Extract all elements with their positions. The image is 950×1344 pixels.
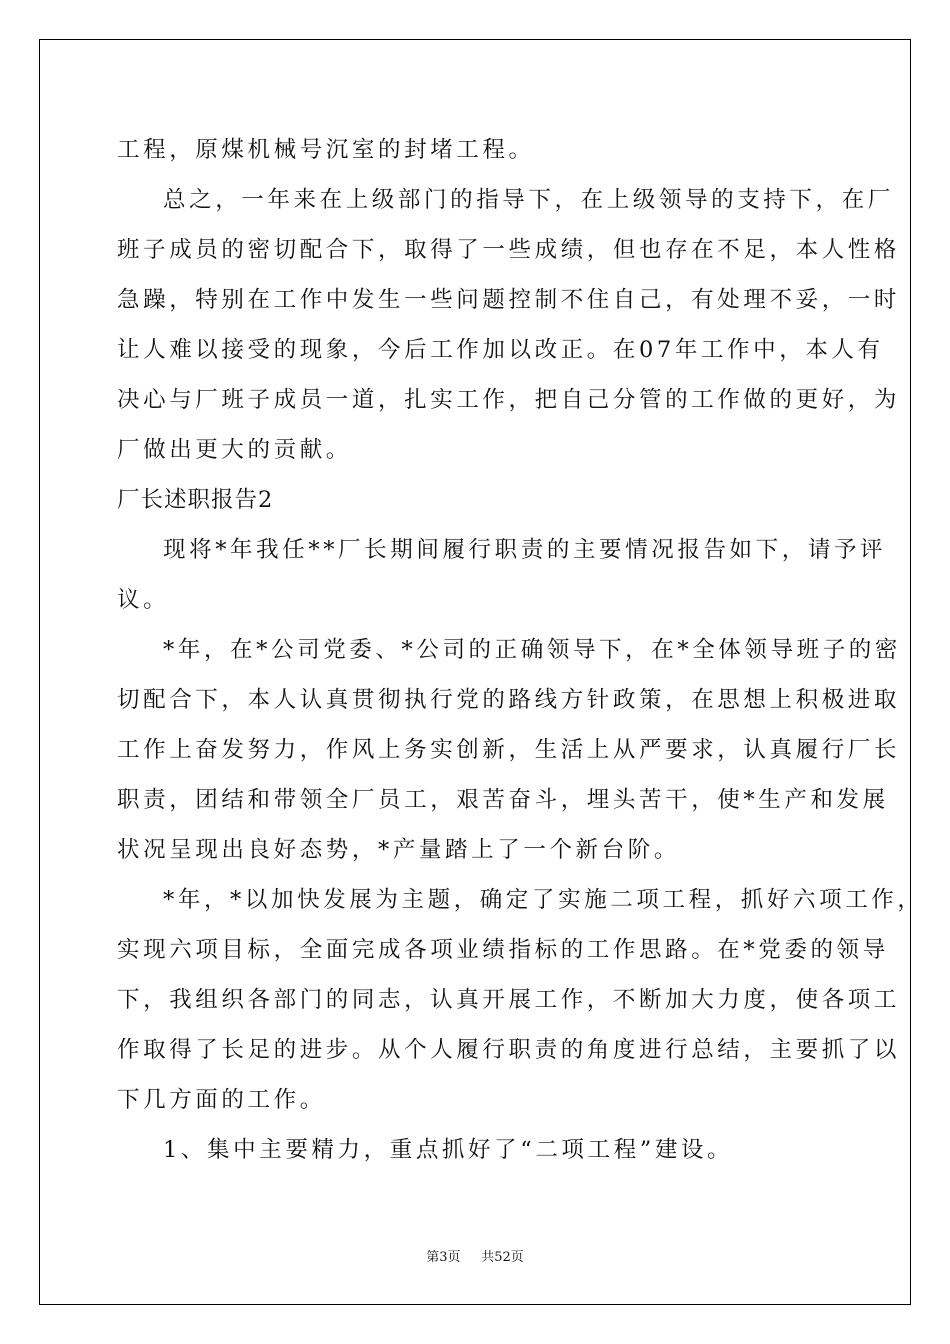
page-number: 第3页: [426, 1250, 461, 1265]
text-line: 议。: [117, 587, 170, 613]
text-line: 实现六项目标，全面完成各项业绩指标的工作思路。在*党委的领导: [117, 937, 889, 963]
page-total: 共52页: [481, 1250, 524, 1265]
text-line: 厂做出更大的贡献。: [117, 437, 352, 463]
text-line: 工作上奋发努力，作风上务实创新，生活上从严要求，认真履行厂长: [117, 737, 901, 763]
page-border: [39, 39, 911, 1305]
text-line: 决心与厂班子成员一道，扎实工作，把自己分管的工作做的更好，为: [117, 387, 901, 413]
text-line: 下几方面的工作。: [117, 1087, 326, 1113]
text-line: *年，在*公司党委、*公司的正确领导下，在*全体领导班子的密: [163, 637, 902, 663]
text-line: 切配合下，本人认真贯彻执行党的路线方针政策，在思想上积极进取: [117, 687, 901, 713]
text-line: 状况呈现出良好态势，*产量踏上了一个新台阶。: [117, 837, 680, 863]
text-line: 现将*年我任**厂长期间履行职责的主要情况报告如下，请予评: [163, 537, 887, 563]
page-footer: [0, 1246, 950, 1265]
text-line: 工程，原煤机械号沉室的封堵工程。: [117, 137, 535, 163]
text-line: 急躁，特别在工作中发生一些问题控制不住自己，有处理不妥，一时: [117, 287, 901, 313]
text-line: 作取得了长足的进步。从个人履行职责的角度进行总结，主要抓了以: [117, 1037, 901, 1063]
text-line: 职责，团结和带领全厂员工，艰苦奋斗，埋头苦干，使*生产和发展: [117, 787, 889, 813]
text-line: 班子成员的密切配合下，取得了一些成绩，但也存在不足，本人性格: [117, 237, 901, 263]
section-heading: 厂长述职报告2: [117, 487, 274, 513]
text-line: 1、集中主要精力，重点抓好了“二项工程”建设。: [163, 1137, 734, 1163]
text-line: 让人难以接受的现象，今后工作加以改正。在07年工作中，本人有: [117, 337, 884, 363]
text-line: 下，我组织各部门的同志，认真开展工作，不断加大力度，使各项工: [117, 987, 901, 1013]
text-line: 总之，一年来在上级部门的指导下，在上级领导的支持下，在厂: [163, 187, 894, 213]
text-line: *年，*以加快发展为主题，确定了实施二项工程，抓好六项工作，: [163, 887, 924, 913]
